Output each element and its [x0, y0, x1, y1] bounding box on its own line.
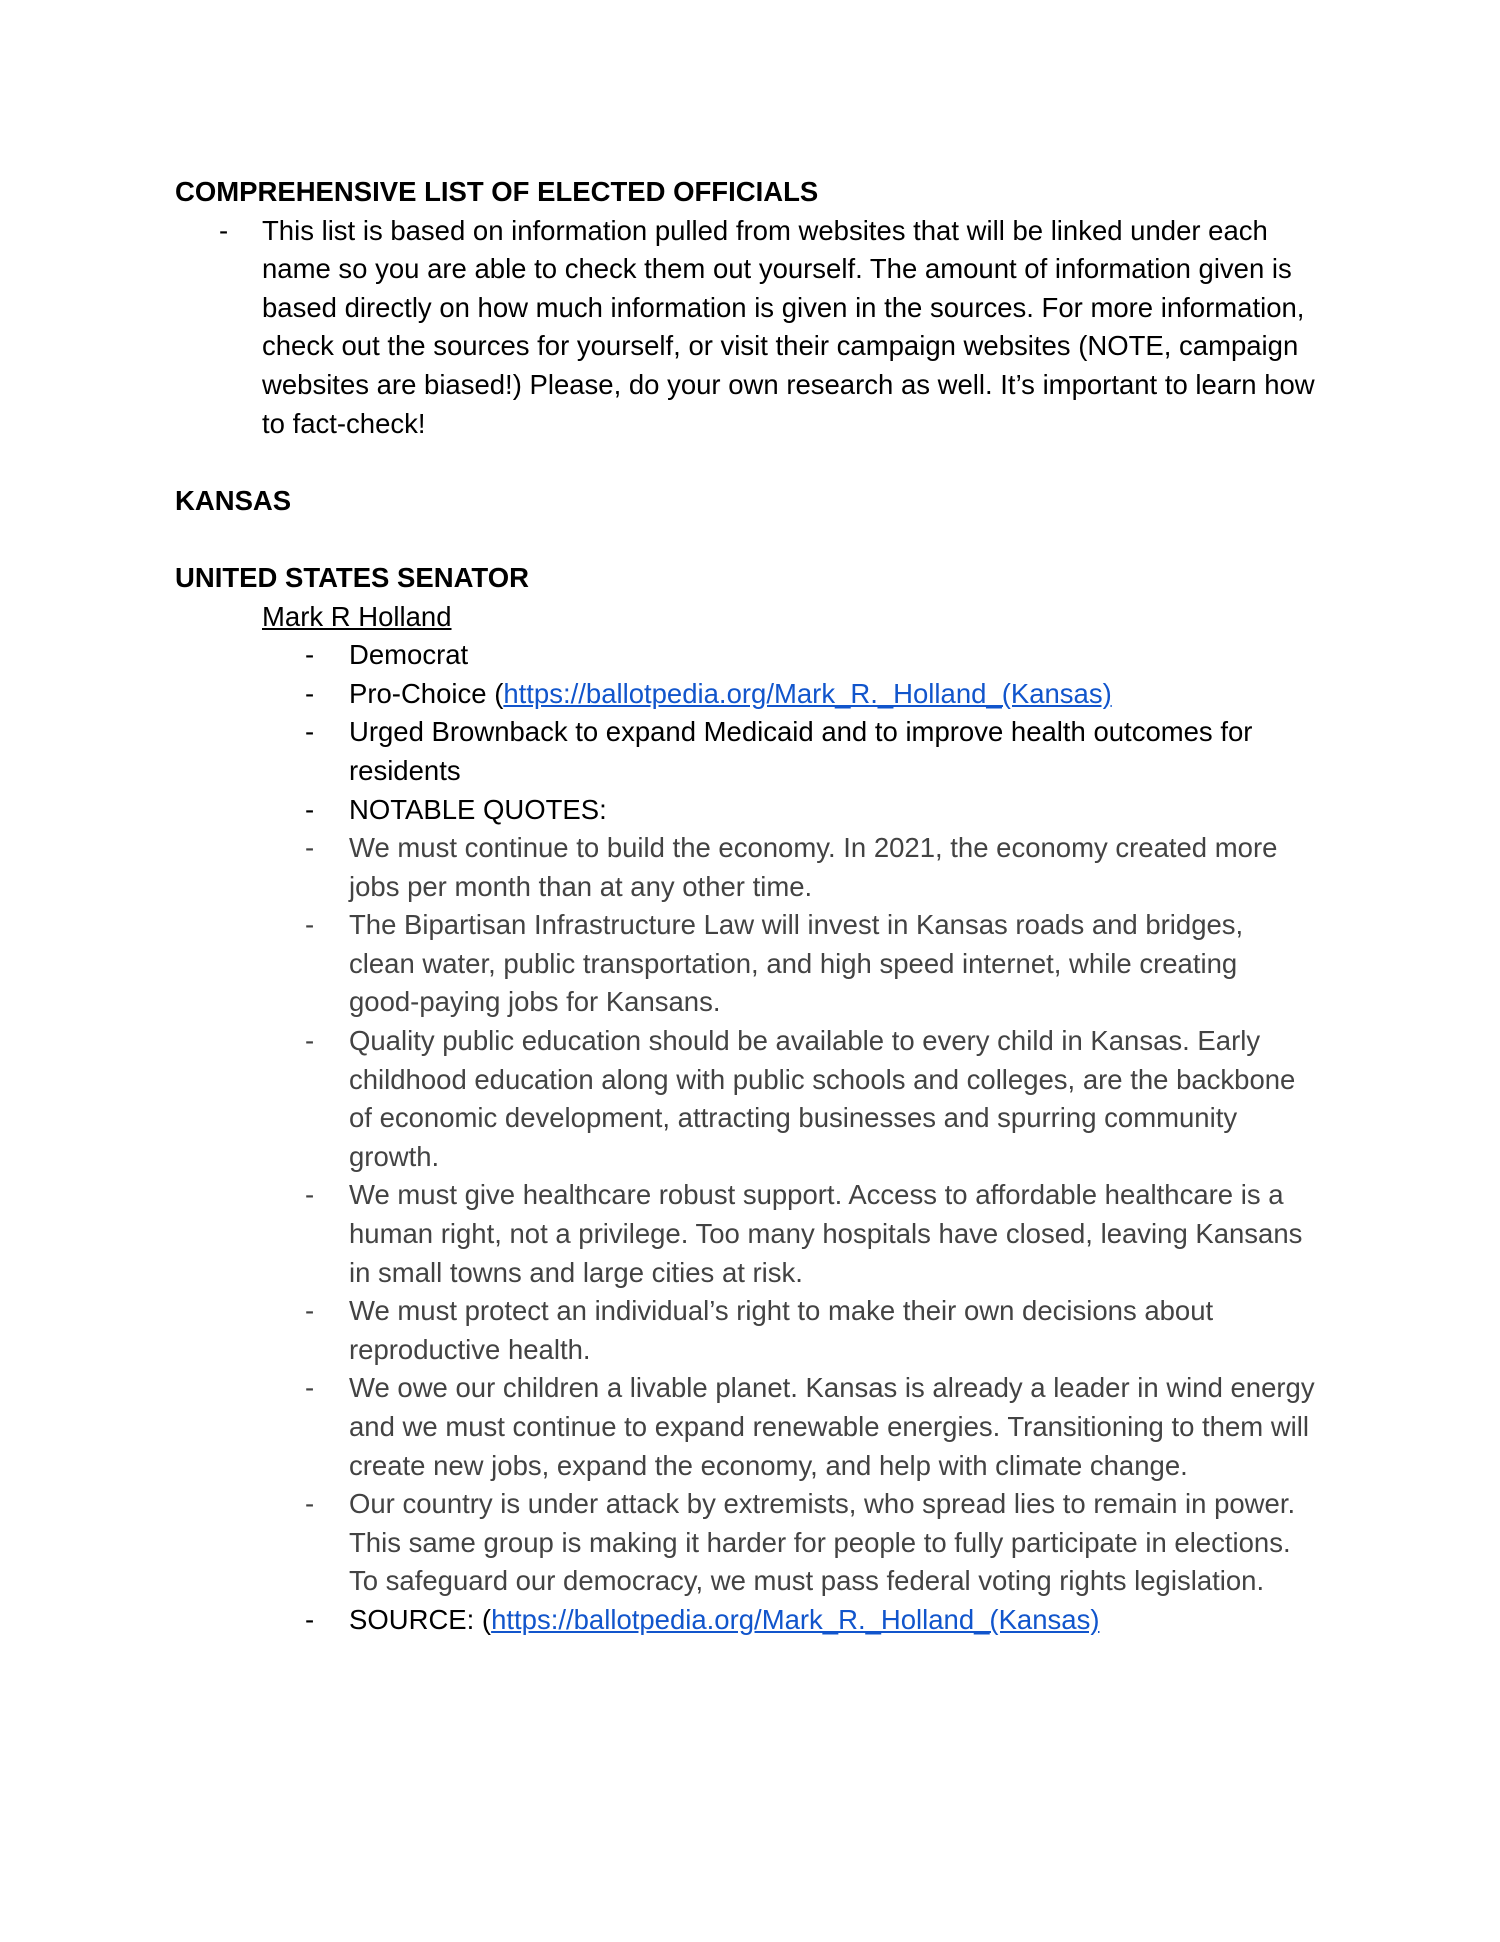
- list-item: - Urged Brownback to expand Medicaid and to improve health outcomes for residents: [305, 716, 1253, 786]
- source-link[interactable]: https://ballotpedia.org/Mark_R._Holland_(Kansas): [491, 1603, 1100, 1635]
- intro-text: This list is based on information pulled from websites that will be linked under each name so you are able to check them out yourself. The amount of information given is based directly on how much information is given in the sources. For more information, check out the sources for yourself, or visit their campaign websites (NOTE, campaign websites are biased!) Please, do your own research as well. It’s important to learn how to fact-check!: [262, 214, 1315, 439]
- document-page: [175, 173, 1315, 1640]
- list-item: - Pro-Choice (https://ballotpedia.org/Mark_R._Holland_(Kansas): [305, 677, 1112, 709]
- quote-item: - We owe our children a livable planet. Kansas is already a leader in wind energy and we must continue to expand renewable energies. Transitioning to them will create new jobs, expand the economy, and help with climate change.: [305, 1372, 1315, 1481]
- quote-item: - We must give healthcare robust support. Access to affordable healthcare is a human right, not a privilege. Too many hospitals have closed, leaving Kansans in small towns and large cities at risk.: [305, 1179, 1303, 1288]
- ballotpedia-link[interactable]: https://ballotpedia.org/Mark_R._Holland_(Kansas): [503, 677, 1112, 709]
- candidate-name: Mark R Holland: [262, 600, 452, 632]
- state-heading: KANSAS: [175, 484, 292, 516]
- candidate-details: [175, 636, 1315, 1639]
- document-title: COMPREHENSIVE LIST OF ELECTED OFFICIALS: [175, 176, 819, 207]
- quote-item: - Quality public education should be available to every child in Kansas. Early childhood education along with public schools and colleges, are the backbone of economic development, attracting businesses and spurring community growth.: [305, 1025, 1296, 1172]
- quote-item: - The Bipartisan Infrastructure Law will invest in Kansas roads and bridges, clean water, public transportation, and high speed internet, while creating good-paying jobs for Kansans.: [305, 909, 1244, 1018]
- quote-item: - We must protect an individual’s right to make their own decisions about reproductive health.: [305, 1295, 1214, 1365]
- list-item: - SOURCE: (https://ballotpedia.org/Mark_R._Holland_(Kansas): [305, 1603, 1100, 1635]
- list-item: - This list is based on information pulled from websites that will be linked under each name so you are able to check them out yourself. The amount of information given is based directly on how much information is given in the sources. For more information, check out the sources for yourself, or visit their campaign websites (NOTE, campaign websites are biased!) Please, do your own research as well. It’s important to learn how to fact-check!: [219, 214, 1315, 439]
- list-item: - Democrat: [305, 639, 469, 671]
- quote-item: - Our country is under attack by extremists, who spread lies to remain in power. This same group is making it harder for people to fully participate in elections. To safeguard our democracy, we must pass federal voting rights legislation.: [305, 1488, 1296, 1597]
- quotes-label: NOTABLE QUOTES:: [349, 793, 607, 825]
- intro-list: [175, 212, 1315, 444]
- party: Democrat: [349, 639, 469, 671]
- list-item: - NOTABLE QUOTES:: [305, 793, 607, 825]
- quote-item: - We must continue to build the economy. In 2021, the economy created more jobs per month than at any other time.: [305, 832, 1278, 902]
- office-heading: UNITED STATES SENATOR: [175, 561, 529, 593]
